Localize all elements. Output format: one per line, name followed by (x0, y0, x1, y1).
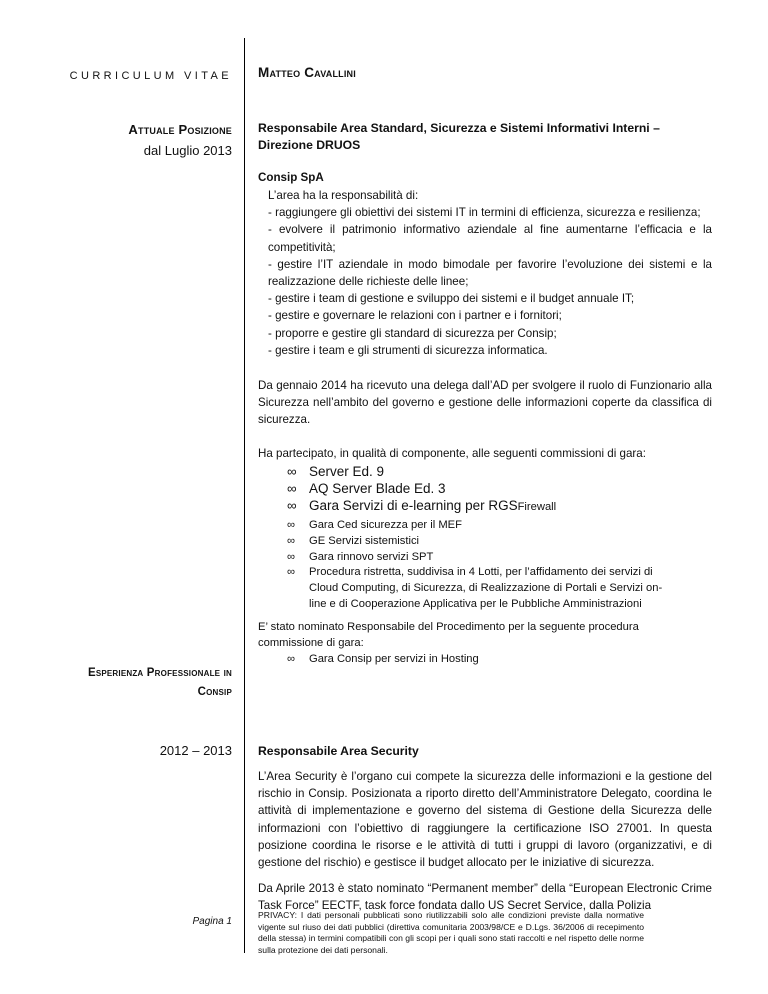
commission-item: ∞ Server Ed. 9 (285, 463, 715, 480)
cv-label: CURRICULUM VITAE (69, 70, 232, 82)
current-position-since: dal Luglio 2013 (143, 143, 232, 158)
ectf-paragraph: Da Aprile 2013 è stato nominato “Permanent member” della “European Electronic Crime Task Force” EECTF, task force fondata dallo US Secret Service, dalla Polizia (258, 882, 712, 913)
duty-item: - gestire i team e gli strumenti di sicurezza informatica. (268, 343, 548, 357)
experience-period: 2012 – 2013 (159, 743, 232, 758)
duties-intro: L’area ha la responsabilità di: (268, 189, 419, 202)
page-number: Pagina 1 (192, 916, 232, 927)
experience-role: Responsabile Area Security (258, 744, 419, 758)
commission-item: ∞ Gara Ced sicurezza per il MEF (285, 518, 715, 534)
experience-description: L’Area Security è l’organo cui compete la sicurezza delle informazioni e la gestione del rischio in Consip. Posizionata a riporto diretto dell’Amministratore Delegato, coordina le attività di implementazione e governo del sistema di Gestione della Sicurezza delle informazioni con l’obiettivo di raggiungere la certificazione ISO 27001. In questa posizione coordina le risorse e le attività di tutti i gruppi di lavoro (organizzativi, e di gestione del rischio) e gestisce il budget allocato per le iniziative di sicurezza. (258, 770, 712, 870)
privacy-notice: PRIVACY: I dati personali pubblicati sono riutilizzabili solo alle condizioni previste dalla normative vigente sul riuso dei dati pubblici (direttiva comunitaria 2003/98/CE e D.Lgs. 36/2006 di recepimento della stessa) in termini compatibili con gli scopi per i quali sono stati raccolti e nel rispetto delle norme sulla protezione dei dati personali. (258, 910, 644, 955)
rup-intro: E’ stato nominato Responsabile del Procedimento per la seguente procedura commissione di gara: (258, 621, 639, 649)
delega-paragraph: Da gennaio 2014 ha ricevuto una delega dall’AD per svolgere il ruolo di Funzionario alla Sicurezza nell’ambito del governo e gestione delle informazioni coperte da classifica di sicurezza. (258, 379, 712, 427)
commission-item: ∞ GE Servizi sistemistici (285, 534, 715, 550)
company-name: Consip SpA (258, 171, 324, 184)
duty-item: - raggiungere gli obiettivi dei sistemi IT in termini di efficienza, sicurezza e resilienza; (268, 206, 701, 220)
person-name: Matteo Cavallini (258, 65, 356, 80)
experience-label: Esperienza Professionale in Consip (87, 667, 232, 698)
commission-item: ∞ Procedura ristretta, suddivisa in 4 Lotti, per l’affidamento dei servizi di Cloud Computing, di Sicurezza, di Realizzazione di Portali e Servizi on-line e di Cooperazione Applicativa per le Pubbliche Amministrazioni (285, 565, 715, 612)
commission-item: ∞ Gara rinnovo servizi SPT (285, 550, 715, 566)
current-position-title: Responsabile Area Standard, Sicurezza e Sistemi Informativi Interni – Direzione DRUOS (258, 121, 660, 153)
current-position-label: Attuale Posizione dal Luglio 2013 (128, 122, 232, 158)
duty-item: - proporre e gestire gli standard di sicurezza per Consip; (268, 326, 557, 340)
duty-item: - gestire l’IT aziendale in modo bimodale per favorire l’evoluzione dei sistemi e la realizzazione delle richieste delle linee; (268, 257, 712, 289)
commissions-intro: Ha partecipato, in qualità di componente, alle seguenti commissioni di gara: (258, 447, 646, 460)
commission-item: ∞ Gara Servizi di e-learning per RGSFirewall (285, 497, 715, 516)
duty-item: - evolvere il patrimonio informativo aziendale al fine aumentarne l’efficacia e la competitività; (268, 223, 712, 254)
duty-item: - gestire i team di gestione e sviluppo dei sistemi e il budget annuale IT; (268, 292, 635, 306)
rup-item: ∞ Gara Consip per servizi in Hosting (285, 652, 685, 668)
duty-item: - gestire e governare le relazioni con i partner e i fornitori; (268, 309, 562, 323)
commissions-list (285, 463, 715, 613)
duties-block (268, 187, 712, 359)
column-divider (244, 38, 245, 953)
commission-item: ∞ AQ Server Blade Ed. 3 (285, 480, 715, 497)
rup-list (285, 652, 685, 668)
